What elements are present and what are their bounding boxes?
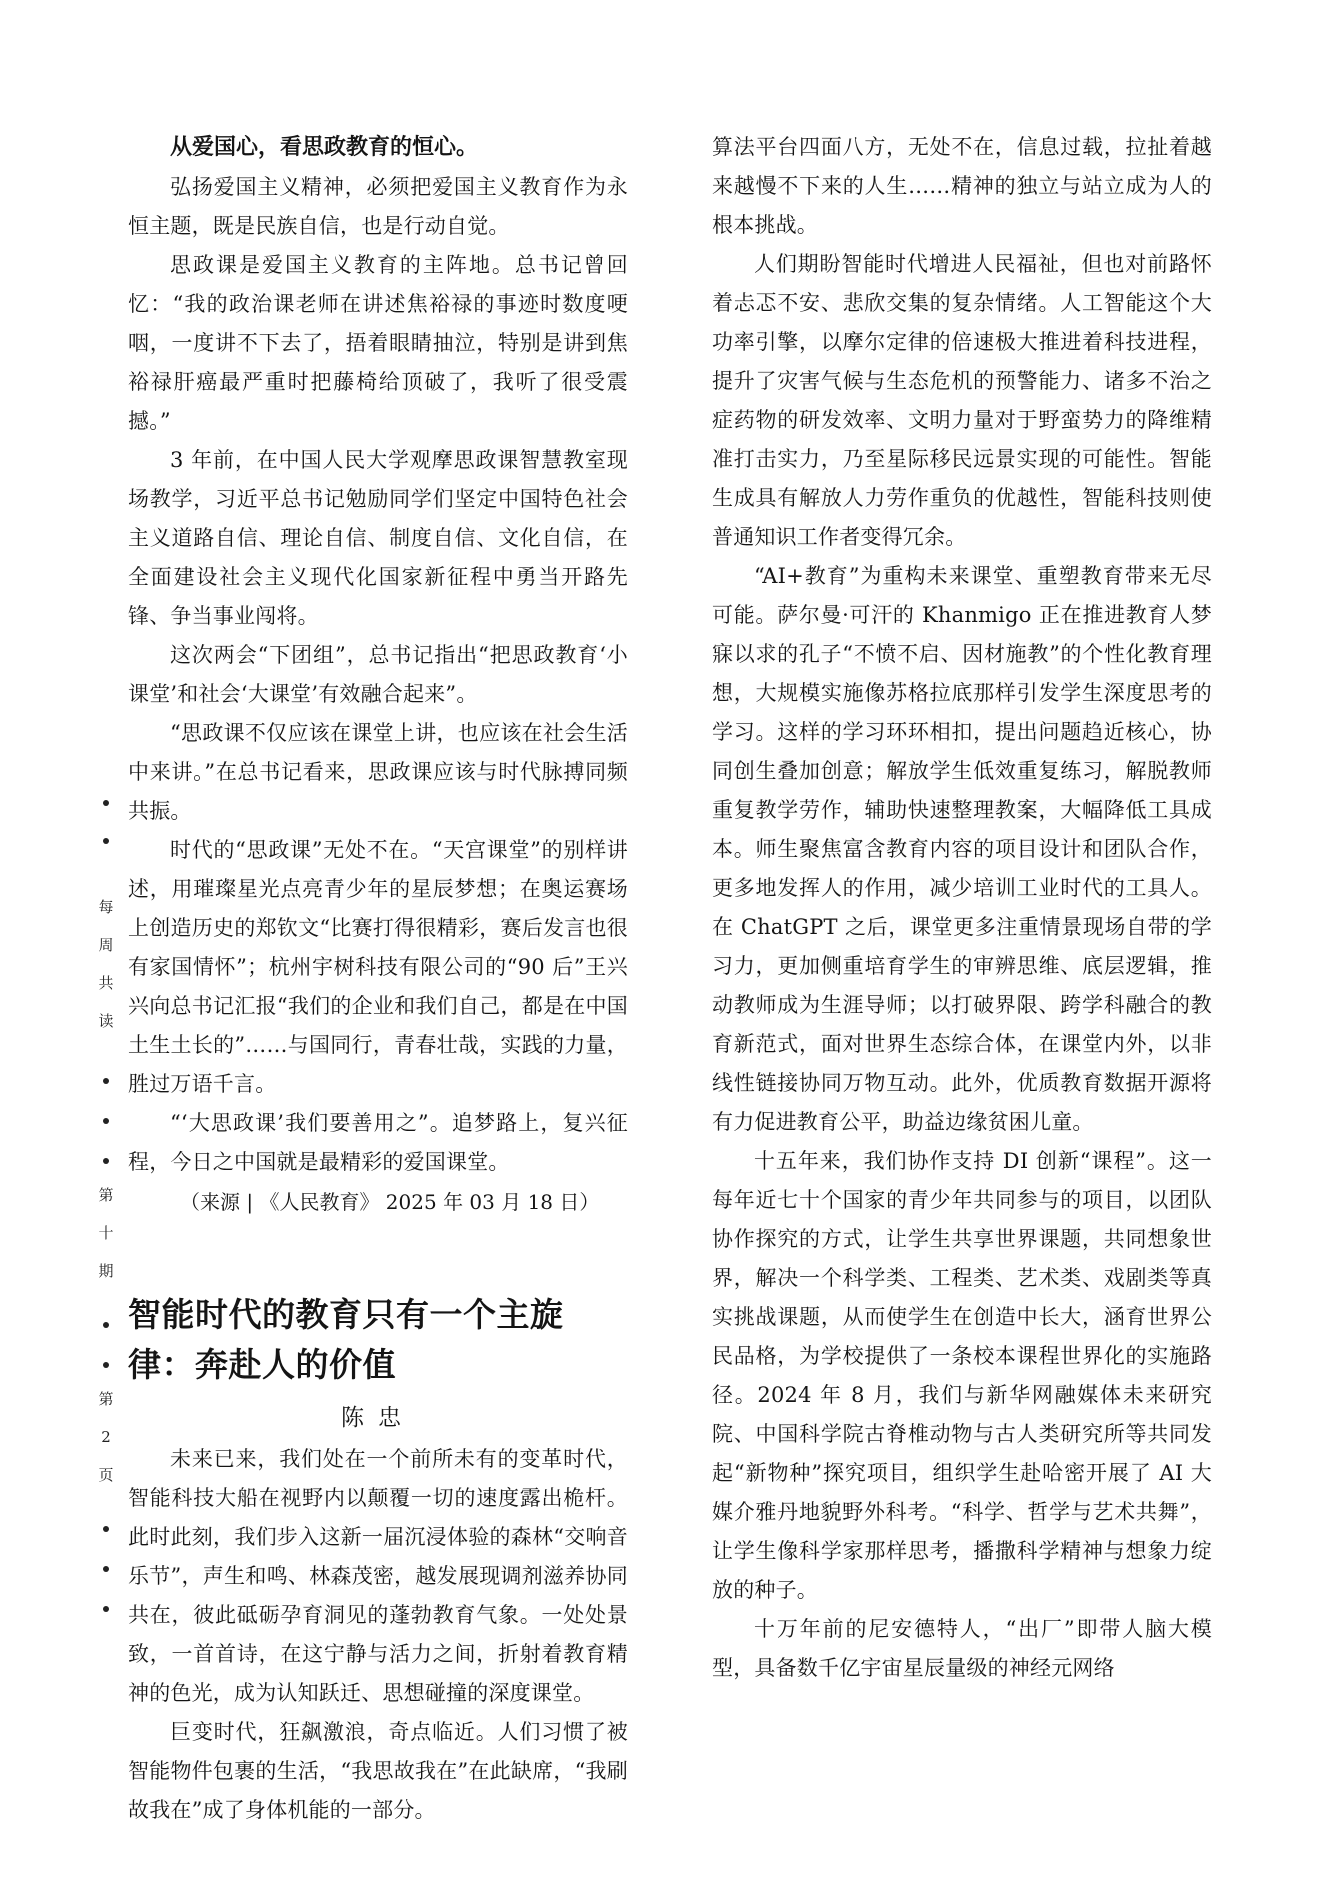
rail-dot: [103, 1118, 109, 1124]
paragraph: 十万年前的尼安德特人，“出厂”即带人脑大模型，具备数千亿宇宙星辰量级的神经元网络: [712, 1617, 1212, 1680]
rail-char: 每: [98, 898, 114, 916]
paragraph: “思政课不仅应该在课堂上讲，也应该在社会生活中来讲。”在总书记看来，思政课应该与时代脉搏同频共振。: [128, 721, 628, 823]
rail-char: 第: [98, 1390, 114, 1408]
paragraph: “‘大思政课’我们要善用之”。追梦路上，复兴征程，今日之中国就是最精彩的爱国课堂。: [128, 1111, 628, 1174]
rail-dot: [103, 1322, 109, 1328]
source-citation: （来源 | 《人民教育》 2025 年 03 月 18 日）: [180, 1190, 600, 1214]
author-name: 陈忠: [341, 1405, 415, 1431]
paragraph: “AI+教育”为重构未来课堂、重塑教育带来无尽可能。萨尔曼·可汗的 Khanmigo 正在推进教育人梦寐以求的孔子“不愤不启、因材施教”的个性化教育理想，大规模实施像苏格拉底那样引发学生深度思考的学习。这样的学习环环相扣，提出问题趋近核心，协同创生叠加创意；解放学生低效重复练习，解脱教师重复教学劳作，辅助快速整理教案，大幅降低工具成本。师生聚焦富含教育内容的项目设计和团队合作，更多地发挥人的作用，减少培训工业时代的工具人。在 ChatGPT 之后，课堂更多注重情景现场自带的学习力，更加侧重培育学生的审辨思维、底层逻辑，推动教师成为生涯导师；以打破界限、跨学科融合的教育新范式，面对世界生态综合体，在课堂内外，以非线性链接协同万物互动。此外，优质教育数据开源将有力促进教育公平，助益边缘贫困儿童。: [712, 564, 1212, 1134]
rail-char: 期: [98, 1262, 114, 1280]
paragraph: 思政课是爱国主义教育的主阵地。总书记曾回忆：“我的政治课老师在讲述焦裕禄的事迹时数度哽咽，一度讲不下去了，捂着眼睛抽泣，特别是讲到焦裕禄肝癌最严重时把藤椅给顶破了，我听了很受震撼。”: [128, 253, 628, 433]
side-rail: [92, 800, 120, 1640]
rail-char: 共: [98, 974, 114, 992]
rail-dot: [103, 838, 109, 844]
section-heading: 从爱国心，看思政教育的恒心。: [170, 135, 479, 160]
rail-dot: [103, 1566, 109, 1572]
rail-dot: [103, 1362, 109, 1368]
paragraph: 人们期盼智能时代增进人民福祉，但也对前路怀着忐忑不安、悲欣交集的复杂情绪。人工智能这个大功率引擎，以摩尔定律的倍速极大推进着科技进程，提升了灾害气候与生态危机的预警能力、诸多不治之症药物的研发效率、文明力量对于野蛮势力的降维精准打击实力，乃至星际移民远景实现的可能性。智能生成具有解放人力劳作重负的优越性，智能科技则使普通知识工作者变得冗余。: [712, 252, 1212, 549]
rail-char: 周: [98, 936, 114, 954]
paragraph: 算法平台四面八方，无处不在，信息过载，拉扯着越来越慢不下来的人生……精神的独立与站立成为人的根本挑战。: [712, 135, 1212, 237]
rail-dot: [103, 1078, 109, 1084]
rail-char: 2: [101, 1428, 111, 1446]
rail-dot: [103, 800, 109, 806]
paragraph: 3 年前，在中国人民大学观摩思政课智慧教室现场教学，习近平总书记勉励同学们坚定中国特色社会主义道路自信、理论自信、制度自信、文化自信，在全面建设社会主义现代化国家新征程中勇当开路先锋、争当事业闯将。: [128, 448, 628, 628]
rail-dot: [103, 1526, 109, 1532]
paragraph: 这次两会“下团组”，总书记指出“把思政教育‘小课堂’和社会‘大课堂’有效融合起来”。: [128, 643, 628, 706]
rail-char: 十: [98, 1224, 114, 1242]
paragraph: 时代的“思政课”无处不在。“天宫课堂”的别样讲述，用璀璨星光点亮青少年的星辰梦想；在奥运赛场上创造历史的郑钦文“比赛打得很精彩，赛后发言也很有家国情怀”；杭州宇树科技有限公司的“90 后”王兴兴向总书记汇报“我们的企业和我们自己，都是在中国土生土长的”……与国同行，青春壮哉，实践的力量，胜过万语千言。: [128, 838, 628, 1096]
paragraph: 十五年来，我们协作支持 DI 创新“课程”。这一每年近七十个国家的青少年共同参与的项目，以团队协作探究的方式，让学生共享世界课题，共同想象世界，解决一个科学类、工程类、艺术类、戏剧类等真实挑战课题，从而使学生在创造中长大，涵育世界公民品格，为学校提供了一条校本课程世界化的实施路径。2024 年 8 月，我们与新华网融媒体未来研究院、中国科学院古脊椎动物与古人类研究所等共同发起“新物种”探究项目，组织学生赴哈密开展了 AI 大媒介雅丹地貌野外科考。“科学、哲学与艺术共舞”，让学生像科学家那样思考，播撒科学精神与想象力绽放的种子。: [712, 1149, 1212, 1602]
left-column: [128, 128, 628, 1854]
rail-char: 第: [98, 1186, 114, 1204]
paragraph: 巨变时代，狂飙激浪，奇点临近。人们习惯了被智能物件包裹的生活，“我思故我在”在此缺席，“我刷故我在”成了身体机能的一部分。: [128, 1720, 628, 1822]
article-title: 智能时代的教育只有一个主旋律：奔赴人的价值: [128, 1295, 564, 1384]
right-column: [712, 128, 1212, 1854]
rail-char: 页: [98, 1466, 114, 1484]
paragraph: 弘扬爱国主义精神，必须把爱国主义教育作为永恒主题，既是民族自信，也是行动自觉。: [128, 175, 628, 238]
paragraph: 未来已来，我们处在一个前所未有的变革时代，智能科技大船在视野内以颠覆一切的速度露出桅杆。此时此刻，我们步入这新一届沉浸体验的森林“交响音乐节”，声生和鸣、林森茂密，越发展现调剂滋养协同共在，彼此砥砺孕育洞见的蓬勃教育气象。一处处景致，一首首诗，在这宁静与活力之间，折射着教育精神的色光，成为认知跃迁、思想碰撞的深度课堂。: [128, 1447, 628, 1705]
rail-dot: [103, 1158, 109, 1164]
rail-dot: [103, 1606, 109, 1612]
rail-char: 读: [98, 1012, 114, 1030]
